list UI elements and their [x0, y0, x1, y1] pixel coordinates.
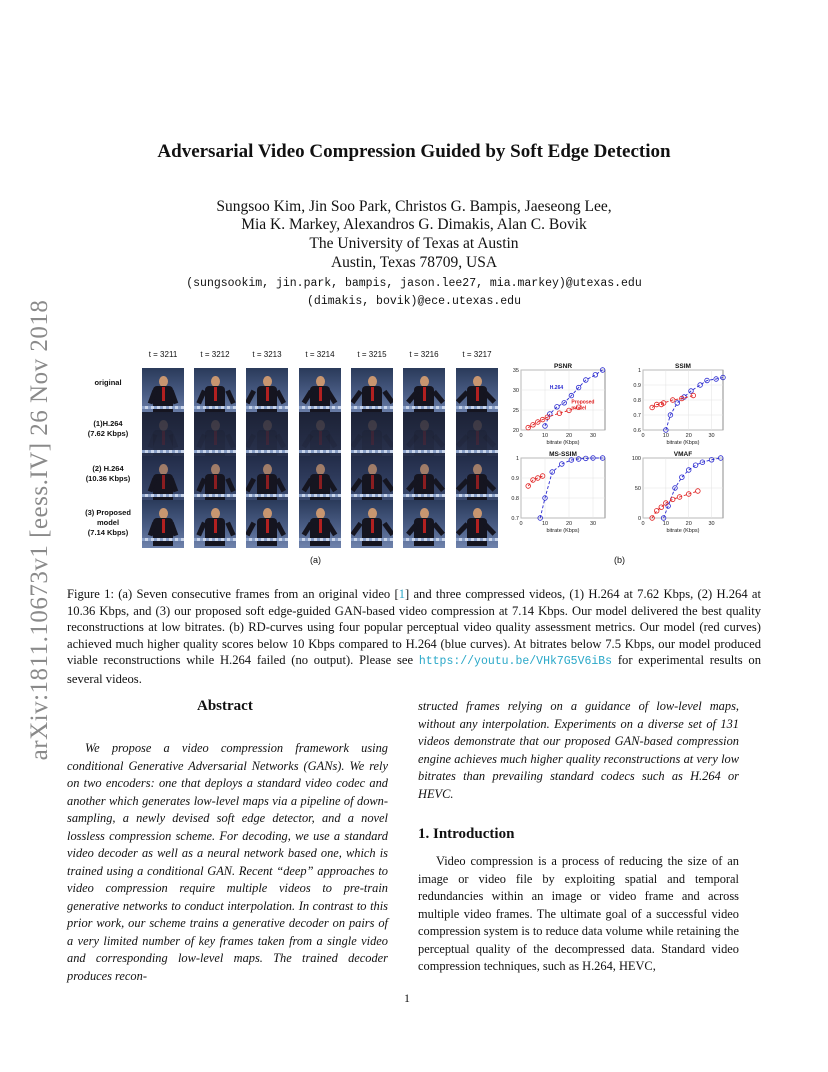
y-tick-label: 0.6 — [633, 428, 641, 434]
email-line-2: (dimakis, bovik)@ece.utexas.edu — [307, 295, 521, 308]
frame-timeline-strip — [194, 406, 236, 409]
frame-timeline-strip — [142, 494, 184, 497]
figure-b-charts — [505, 358, 737, 550]
frame-timeline-strip — [403, 450, 445, 453]
row-label-proposed: (3) Proposed model (7.14 Kbps) — [85, 508, 131, 537]
x-tick-label: 30 — [589, 521, 597, 527]
frame-timeline-strip — [194, 538, 236, 541]
frame-timeline-strip — [246, 406, 288, 409]
frame-timeline-strip — [142, 538, 184, 541]
y-tick-label: 25 — [512, 408, 519, 414]
x-tick-label: 0 — [641, 521, 645, 527]
y-tick-label: 20 — [512, 428, 519, 434]
frame-timeline-strip — [351, 450, 393, 453]
authors-line-2: Mia K. Markey, Alexandros G. Dimakis, Alan C. Bovik — [241, 216, 587, 233]
frame-timeline-strip — [351, 538, 393, 541]
y-tick-label: 0.9 — [511, 476, 519, 482]
chart-title: SSIM — [675, 363, 691, 370]
affiliation: The University of Texas at Austin — [309, 235, 519, 252]
email-line-1: (sungsookim, jin.park, bampis, jason.lee27, mia.markey)@utexas.edu — [186, 277, 642, 290]
x-tick-label: 20 — [685, 433, 692, 439]
frame-timeline-strip — [194, 494, 236, 497]
row-label-h264-low: (1)H.264 (7.62 Kbps) — [87, 419, 129, 438]
x-tick-label: 30 — [589, 433, 597, 439]
youtube-link[interactable]: https://youtu.be/VHk7G5V6iBs — [418, 655, 613, 669]
frame-timeline-strip — [142, 450, 184, 453]
page-number: 1 — [404, 991, 410, 1005]
y-tick-label: 30 — [512, 388, 519, 394]
x-axis-label: bitrate (Kbps) — [666, 528, 700, 534]
time-label: t = 3213 — [252, 350, 282, 359]
subfigure-label-b: (b) — [614, 555, 625, 565]
frame-timeline-strip — [299, 538, 341, 541]
frame-timeline-strip — [403, 406, 445, 409]
subfigure-label-a: (a) — [310, 555, 321, 565]
x-tick-label: 10 — [662, 433, 669, 439]
frame-timeline-strip — [299, 450, 341, 453]
y-tick-label: 0.7 — [511, 516, 519, 522]
chart-title: MS-SSIM — [549, 451, 577, 458]
y-tick-label: 50 — [634, 486, 641, 492]
introduction-heading: 1. Introduction — [418, 826, 515, 842]
frame-timeline-strip — [456, 450, 498, 453]
x-tick-label: 20 — [685, 521, 692, 527]
introduction-text: Video compression is a process of reducing the size of an image or video file by exploiting spatial and temporal redundancies within an image or video frame and across multiple video frames. The ultimate goal of a successful video compression system is to reduce data volume while retaining the perceptual quality of the decompressed data. Standard video compression techniques, such as H.264, HEVC, — [418, 854, 739, 973]
frame-timeline-strip — [299, 406, 341, 409]
frame-timeline-strip — [194, 450, 236, 453]
time-label: t = 3214 — [305, 350, 335, 359]
chart-title: PSNR — [553, 363, 573, 370]
arxiv-stamp: arXiv:1811.10673v1 [eess.IV] 26 Nov 2018 — [26, 299, 53, 761]
x-axis-label: bitrate (Kbps) — [546, 528, 580, 534]
chart-title: VMAF — [673, 451, 693, 458]
x-axis-label: bitrate (Kbps) — [666, 440, 700, 446]
abstract-heading: Abstract — [197, 698, 253, 714]
frame-timeline-strip — [351, 406, 393, 409]
frame-timeline-strip — [246, 538, 288, 541]
y-tick-label: 1 — [637, 368, 641, 374]
frame-timeline-strip — [351, 494, 393, 497]
x-tick-label: 10 — [541, 433, 549, 439]
y-tick-label: 0.7 — [633, 413, 641, 419]
authors-line-1: Sungsoo Kim, Jin Soo Park, Christos G. Bampis, Jaeseong Lee, — [216, 198, 612, 215]
y-tick-label: 35 — [512, 368, 519, 374]
annotation-proposed: Proposed — [571, 399, 595, 406]
row-label-original: original — [94, 378, 122, 387]
frame-timeline-strip — [456, 406, 498, 409]
frame-timeline-strip — [142, 406, 184, 409]
annotation-proposed: model — [571, 405, 587, 412]
frame-timeline-strip — [299, 494, 341, 497]
x-tick-label: 0 — [519, 521, 523, 527]
x-tick-label: 0 — [519, 433, 523, 439]
time-label: t = 3211 — [148, 350, 178, 359]
time-label: t = 3217 — [462, 350, 492, 359]
x-tick-label: 10 — [662, 521, 669, 527]
citation-link[interactable]: 1 — [398, 587, 405, 601]
plot-area — [521, 458, 605, 518]
abstract-left-text: We propose a video compression framework using conditional Generative Adversarial Networks (GANs). We rely on two encoders: one that deploys a standard video codec and another which generates low-level maps via a pipeline of down-sampling, a newly devised soft edge detector, and a novel lossless compression scheme. For decoding, we use a standard video decoder as well as a neural network based one, which is trained using a conditional GAN. Recent “deep” approaches to video compression require multiple videos to pre-train generative networks to conduct interpolation. In contrast to this prior work, our scheme trains a generative decoder on pairs of a very limited number of key frames taken from a single video and corresponding low-level maps. The trained decoder produces recon- — [67, 741, 388, 983]
abstract-right-text: structed frames relying on a guidance of low-level maps, without any interpolation. Experiments on a diverse set of 131 videos demonstrate that our proposed GAN-based compression engine achieves much higher quality reconstructions at very low bitrates than prevailing standard codecs such as H.264 or HEVC. — [418, 699, 739, 801]
frame-timeline-strip — [456, 494, 498, 497]
frame-timeline-strip — [403, 494, 445, 497]
annotation-h264: H.264 — [549, 385, 564, 392]
frame-timeline-strip — [403, 538, 445, 541]
x-tick-label: 0 — [641, 433, 645, 439]
y-tick-label: 100 — [631, 456, 641, 462]
time-label: t = 3215 — [357, 350, 387, 359]
x-axis-label: bitrate (Kbps) — [546, 440, 580, 446]
frame-timeline-strip — [246, 450, 288, 453]
time-label: t = 3212 — [200, 350, 230, 359]
time-label: t = 3216 — [409, 350, 439, 359]
frame-timeline-strip — [246, 494, 288, 497]
y-tick-label: 0.8 — [633, 398, 641, 404]
y-tick-label: 0 — [637, 516, 641, 522]
x-tick-label: 20 — [565, 521, 573, 527]
y-tick-label: 0.9 — [633, 383, 641, 389]
y-tick-label: 1 — [515, 456, 519, 462]
row-label-h264-high: (2) H.264 (10.36 Kbps) — [85, 464, 131, 483]
y-tick-label: 0.8 — [511, 496, 519, 502]
x-tick-label: 30 — [708, 521, 715, 527]
x-tick-label: 30 — [708, 433, 715, 439]
x-tick-label: 10 — [541, 521, 549, 527]
address: Austin, Texas 78709, USA — [330, 254, 498, 271]
paper-title: Adversarial Video Compression Guided by Soft Edge Detection — [157, 141, 671, 162]
x-tick-label: 20 — [565, 433, 573, 439]
frame-timeline-strip — [456, 538, 498, 541]
figure-caption: Figure 1: (a) Seven consecutive frames from an original video [1] and three compressed videos, (1) H.264 at 7.62 Kbps, (2) H.264 at 10.36 Kbps, and (3) our proposed soft edge-guided GAN-based video compression at 7.14 Kbps. Our model delivered the best quality reconstructions at low bitrates. (b) RD-curves using four popular perceptual video quality assessment metrics. Our model (red curves) achieved much higher quality scores below 10 Kbps compared to H.264 (blue curves). At bitrates below 7.5 Kbps, our model produced viable reconstructions while H.264 failed (no output). Please see https://youtu.be/VHk7G5V6iBs for experimental results on several videos. — [67, 587, 761, 686]
